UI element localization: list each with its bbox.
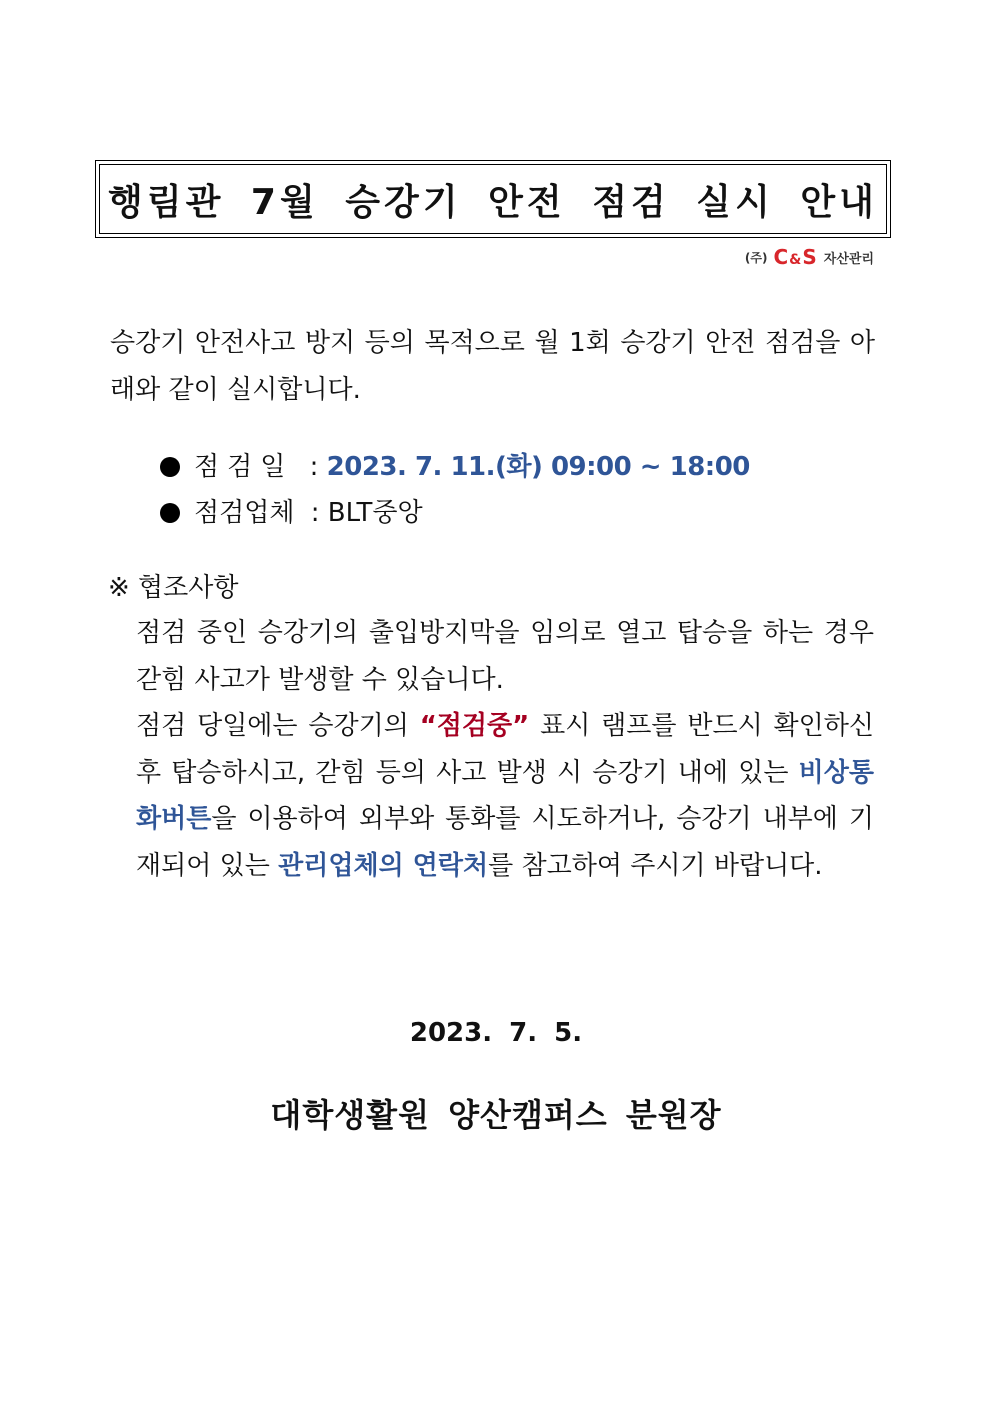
- bullet-icon: [160, 503, 180, 523]
- date-label: 점검일: [194, 452, 294, 482]
- note-paragraph-2: [136, 703, 874, 889]
- emergency-button-text: 비상통화버튼: [136, 757, 874, 834]
- note-heading: ※ 협조사항: [108, 573, 239, 603]
- logo-prefix: (주): [744, 250, 768, 265]
- title-box: [95, 160, 891, 238]
- contact-info-text: 관리업체의 연락처: [278, 850, 489, 881]
- signer: 대학생활원 양산캠퍼스 분원장: [270, 1096, 722, 1134]
- note-body: [136, 610, 874, 889]
- vendor-label: 점검업체: [194, 498, 295, 528]
- note-text: 표시 램프를 반드시 확인하신 후 탑승하시고, 갇힘 등의 사고 발생 시 승강기 내에 있는: [136, 711, 874, 788]
- intro-paragraph: 승강기 안전사고 방지 등의 목적으로 월 1회 승강기 안전 점검을 아래와 같이 실시합니다.: [110, 328, 875, 405]
- page-title: 행림관 7월 승강기 안전 점검 실시 안내: [108, 181, 878, 223]
- logo-suffix: 자산관리: [823, 251, 874, 267]
- list-item-date: [160, 444, 750, 490]
- logo-brand-amp: &: [789, 252, 803, 268]
- logo-brand: [773, 245, 817, 269]
- note-text: 점검 당일에는 승강기의: [136, 711, 420, 741]
- inspection-lamp-text: “점검중”: [419, 711, 530, 741]
- date-value: 2023. 7. 11.(화) 09:00 ~ 18:00: [326, 452, 750, 482]
- note-paragraph-1: 점검 중인 승강기의 출입방지막을 임의로 열고 탑승을 하는 경우 갇힘 사고가 발생할 수 있습니다.: [136, 618, 874, 695]
- note-text: 을 이용하여 외부와 통화를 시도하거나, 승강기 내부에 기재되어 있는: [136, 804, 874, 881]
- logo-brand-s: S: [802, 245, 818, 269]
- date-separator: :: [301, 452, 327, 482]
- schedule-list: [160, 444, 750, 536]
- vendor-value: BLT중앙: [327, 498, 423, 528]
- vendor-separator: :: [302, 498, 328, 528]
- note-text: 를 참고하여 주시기 바랍니다.: [488, 850, 823, 881]
- logo-brand-c: C: [773, 245, 790, 269]
- company-logo: [745, 245, 874, 269]
- title-frame: [99, 164, 887, 234]
- notice-date: 2023. 7. 5.: [409, 1018, 583, 1048]
- bullet-icon: [160, 457, 180, 477]
- list-item-vendor: [160, 490, 750, 536]
